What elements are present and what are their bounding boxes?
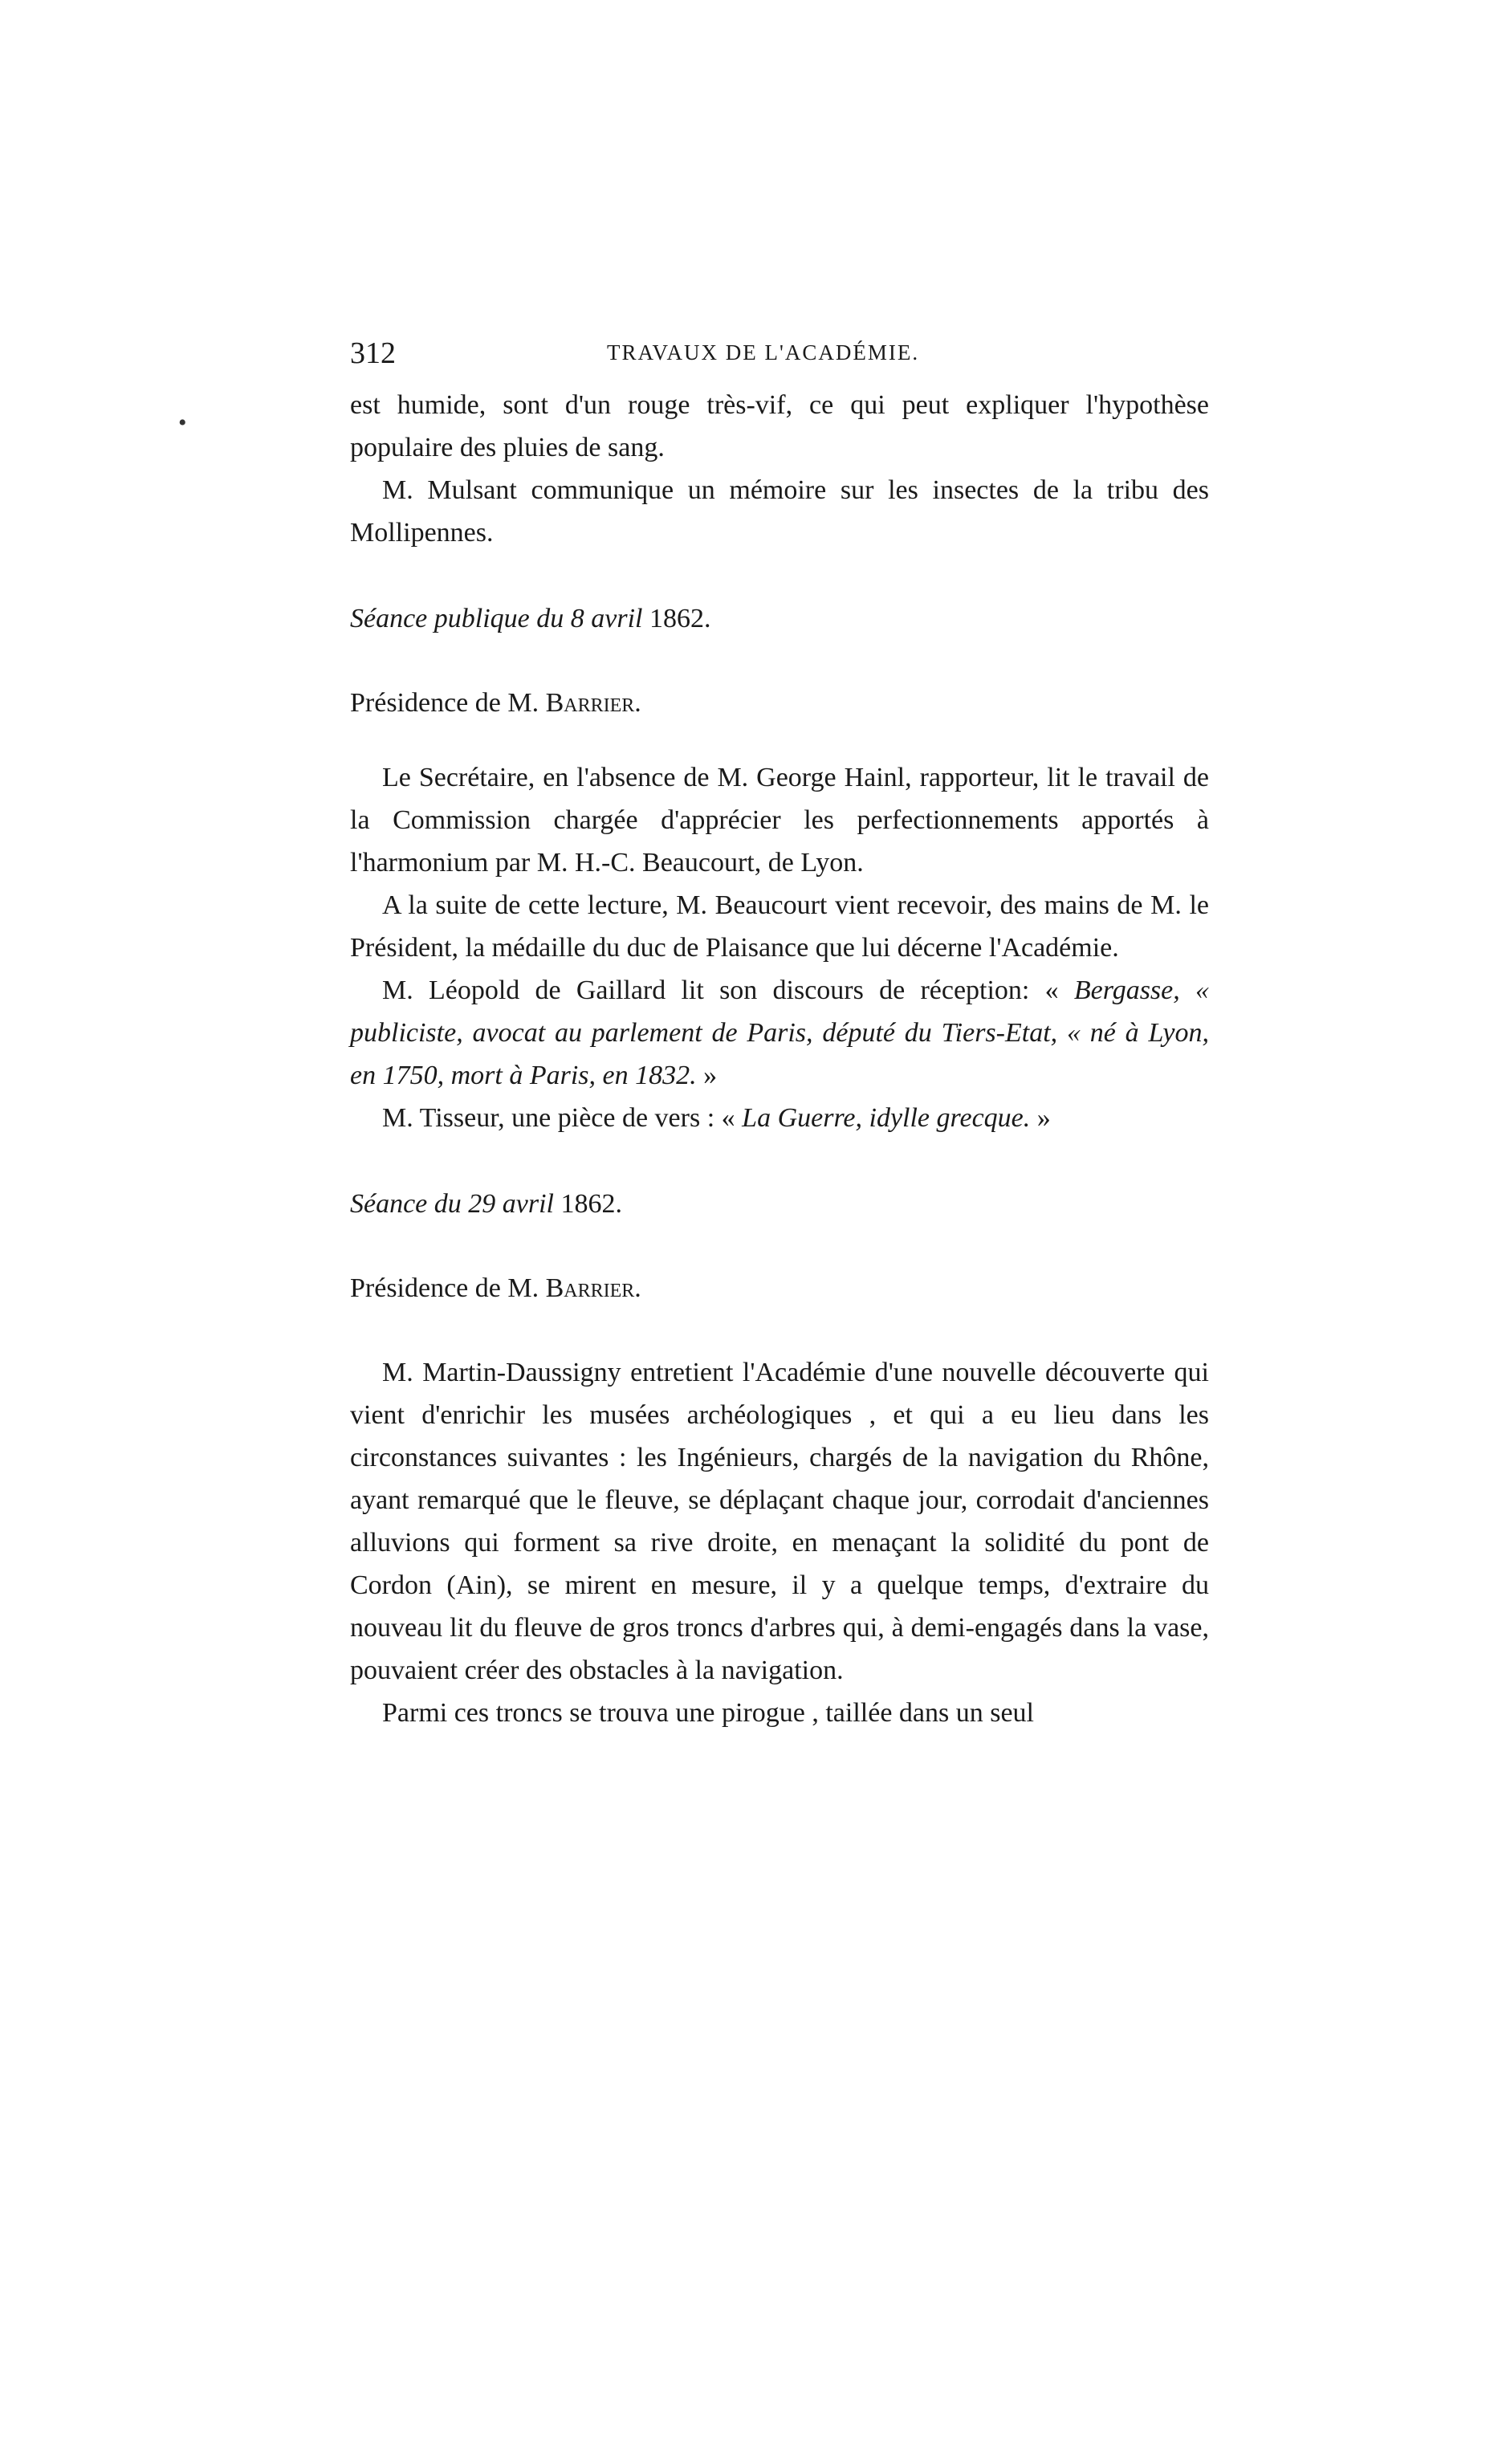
presidence-line <box>350 682 1209 724</box>
body-text <box>350 384 1209 1734</box>
session-heading-label: Séance du 29 avril <box>350 1189 554 1219</box>
tisseur-poem-title: La Guerre, idylle grecque. <box>735 1103 1031 1133</box>
presidence-prefix: Présidence de M. <box>350 688 539 718</box>
gaillard-quote-close: » <box>696 1061 718 1090</box>
tisseur-quote-close: » <box>1030 1103 1051 1133</box>
session-heading-april-8 <box>350 597 1209 640</box>
paragraph-pirogue: Parmi ces troncs se trouva une pirogue , taillée dans un seul <box>382 1698 1034 1728</box>
presidence-line <box>350 1267 1209 1309</box>
session-heading-april-29 <box>350 1183 1209 1225</box>
gaillard-intro: M. Léopold de Gaillard lit son discours de réception: « <box>382 975 1059 1005</box>
presidence-prefix: Présidence de M. <box>350 1273 539 1303</box>
tisseur-intro: M. Tisseur, une pièce de vers : « <box>382 1103 735 1133</box>
president-name: Barrier. <box>545 1273 641 1303</box>
text-column <box>350 336 1209 1734</box>
session-heading-label: Séance publique du 8 avril <box>350 604 643 633</box>
session-heading-year: 1862. <box>649 604 711 633</box>
running-head <box>350 336 1209 384</box>
margin-dot: • <box>178 409 187 436</box>
running-title: TRAVAUX DE L'ACADÉMIE. <box>607 340 920 365</box>
page-number: 312 <box>350 336 396 370</box>
session-heading-year: 1862. <box>560 1189 622 1219</box>
paragraph-beaucourt: A la suite de cette lecture, M. Beaucourt vient recevoir, des mains de M. le Président, la médaille du duc de Plaisance que lui décerne l'Académie. <box>350 890 1209 963</box>
paragraph-mulsant: M. Mulsant communique un mémoire sur les insectes de la tribu des Mollipennes. <box>350 475 1209 548</box>
paragraph-martin-daussigny: M. Martin-Daussigny entretient l'Académie d'une nouvelle découverte qui vient d'enrichir les musées archéologiques , et qui a eu lieu dans les circonstances suivantes : les Ingénieurs, chargés de la navigation du Rhône, ayant remarqué que le fleuve, se déplaçant chaque jour, corrodait d'anciennes alluvions qui forment sa rive droite, en menaçant la solidité du pont de Cordon (Ain), se mirent en mesure, il y a quelque temps, d'extraire du nouveau lit du fleuve de gros troncs d'arbres qui, à demi-engagés dans la vase, pouvaient créer des obstacles à la navigation. <box>350 1358 1209 1685</box>
paragraph-tisseur <box>350 1097 1209 1139</box>
president-name: Barrier. <box>545 688 641 718</box>
paragraph-secretaire: Le Secrétaire, en l'absence de M. George Hainl, rapporteur, lit le travail de la Commission chargée d'apprécier les perfectionnements apportés à l'harmonium par M. H.-C. Beaucourt, de Lyon. <box>350 763 1209 878</box>
paragraph-continuation: est humide, sont d'un rouge très-vif, ce qui peut expliquer l'hypothèse populaire des pluies de sang. <box>350 390 1209 462</box>
gaillard-discourse-title: Bergasse, « publiciste, avocat au parlement de Paris, député du Tiers-Etat, « né à Lyon, en 1750, mort à Paris, en 1832. <box>350 975 1209 1090</box>
paragraph-gaillard <box>350 969 1209 1097</box>
